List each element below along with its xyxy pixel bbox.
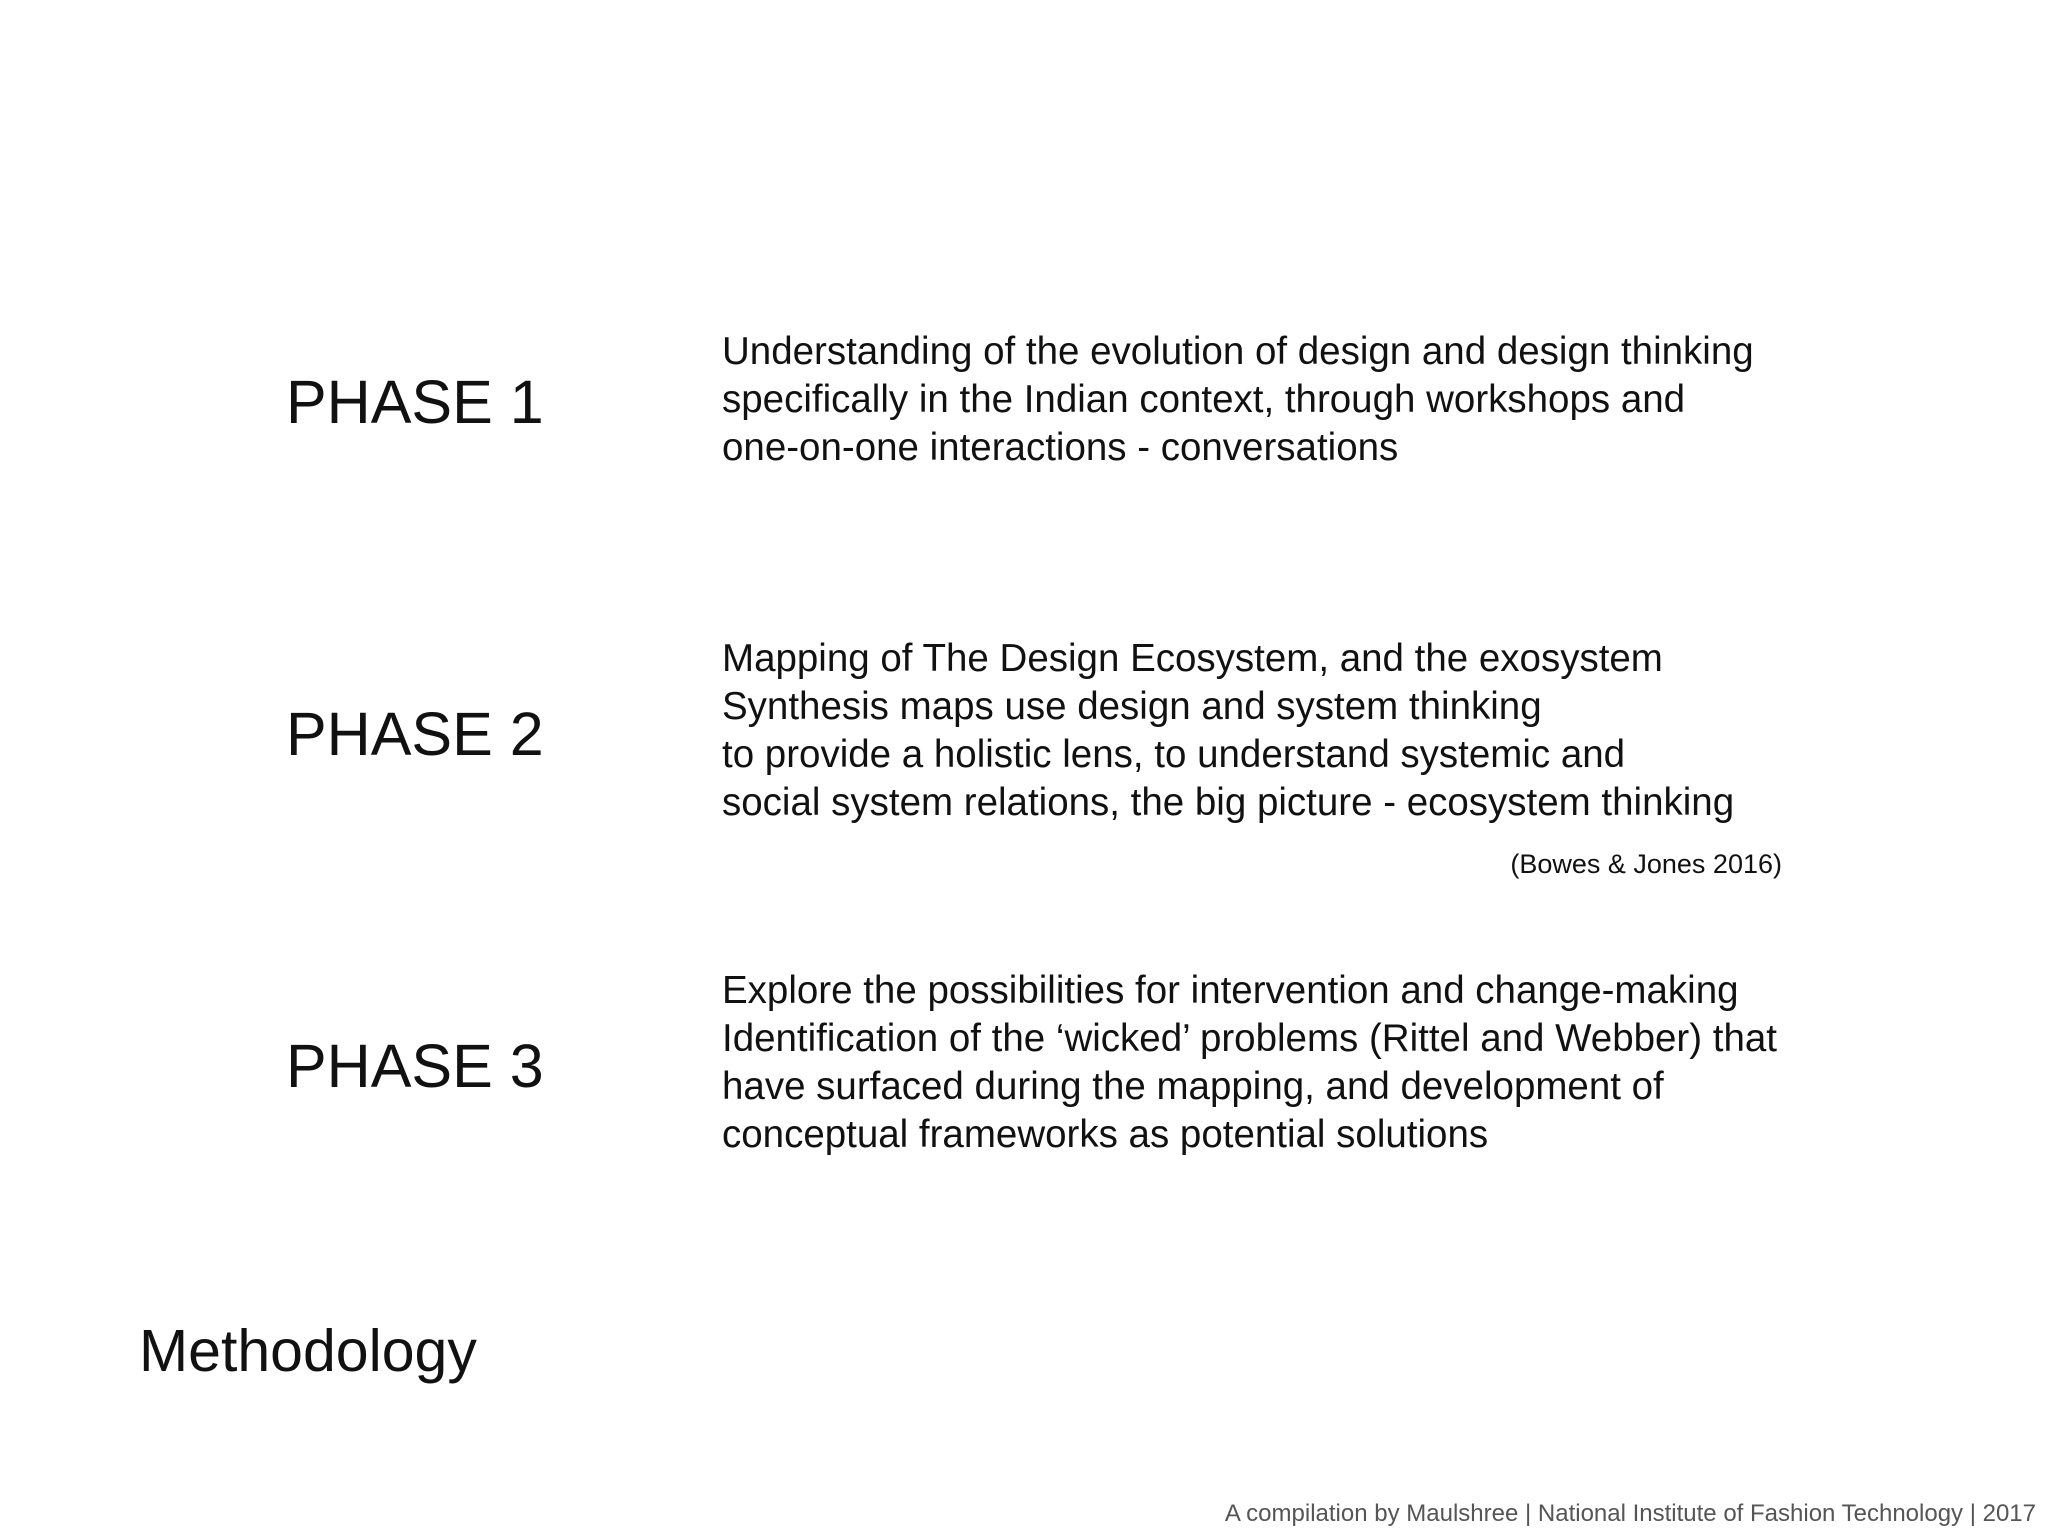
phase-2-citation: (Bowes & Jones 2016) [1510,849,1782,879]
phase-2-line-4: social system relations, the big picture - ecosystem thinking [722,781,1735,824]
footer-credit: A compilation by Maulshree | National Institute of Fashion Technology | 2017 [1224,1500,2036,1527]
phase-3-line-4: conceptual frameworks as potential solutions [722,1113,1489,1156]
section-title: Methodology [139,1318,477,1384]
phase-3-line-2: Identification of the ‘wicked’ problems (Rittel and Webber) that [722,1017,1777,1060]
phase-1-label: PHASE 1 [286,368,544,436]
phase-1-line-2: specifically in the Indian context, through workshops and [722,378,1686,421]
phase-3-line-3: have surfaced during the mapping, and development of [722,1065,1664,1108]
phase-2-description [722,635,1922,827]
phase-3-label: PHASE 3 [286,1032,544,1100]
phase-1-description [722,328,1922,472]
phase-1-line-3: one-on-one interactions - conversations [722,426,1399,469]
phase-2-label: PHASE 2 [286,700,544,768]
phase-1-line-1: Understanding of the evolution of design and design thinking [722,330,1754,373]
phase-3-description [722,967,1922,1159]
phase-2-line-3: to provide a holistic lens, to understand systemic and [722,733,1626,776]
phase-2-line-1: Mapping of The Design Ecosystem, and the exosystem [722,637,1663,680]
phase-3-line-1: Explore the possibilities for intervention and change-making [722,969,1739,1012]
phase-2-line-2: Synthesis maps use design and system thinking [722,685,1542,728]
